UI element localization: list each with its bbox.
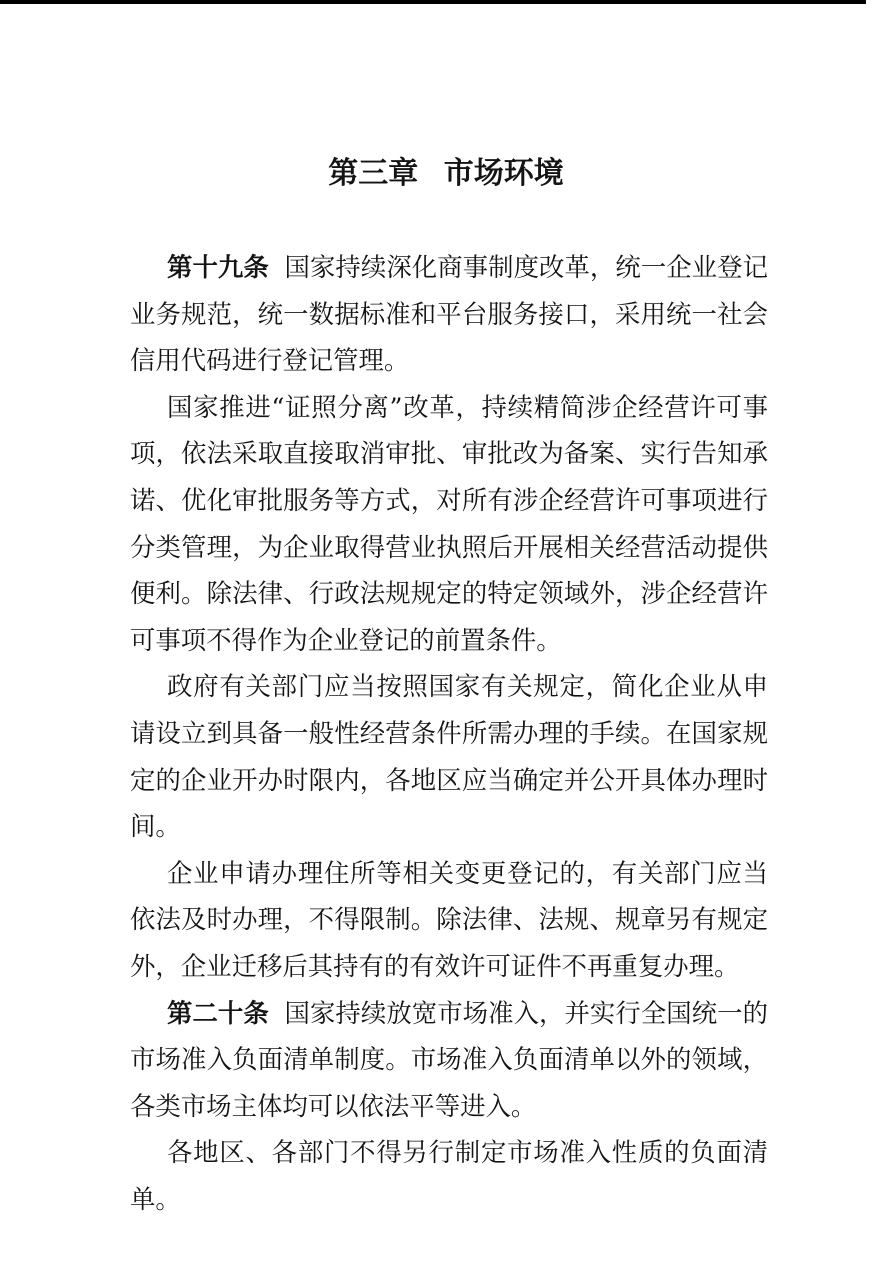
chapter-name: 市场环境	[443, 156, 564, 191]
article-paragraph	[130, 850, 768, 990]
article-paragraph	[130, 244, 768, 384]
document-body	[130, 244, 768, 1222]
paragraph-text: 国家持续深化商事制度改革，统一企业登记业务规范，统一数据标准和平台服务接口，采用统一社会信用代码进行登记管理。	[130, 252, 769, 376]
chapter-number: 第三章	[328, 156, 419, 191]
paragraph-text: 企业申请办理住所等相关变更登记的，有关部门应当依法及时办理，不得限制。除法律、法规、规章另有规定外，企业迁移后其持有的有效许可证件不再重复办理。	[130, 857, 768, 981]
article-paragraph	[130, 990, 768, 1130]
paragraph-text: 各地区、各部门不得另行制定市场准入性质的负面清单。	[130, 1137, 768, 1214]
article-number-label: 第十九条	[167, 252, 269, 282]
article-paragraph	[130, 1129, 768, 1222]
article-paragraph	[130, 384, 768, 664]
chapter-title	[0, 0, 892, 197]
page-top-border	[0, 0, 866, 4]
article-number-label: 第二十条	[167, 997, 269, 1028]
paragraph-text: 国家推进“证照分离”改革，持续精简涉企经营许可事项，依法采取直接取消审批、审批改为备案、实行告知承诺、优化审批服务等方式，对所有涉企经营许可事项进行分类管理，为企业取得营业执照后开展相关经营活动提供便利。除法律、行政法规规定的特定领域外，涉企经营许可事项不得作为企业登记的前置条件。	[130, 391, 768, 655]
article-paragraph	[130, 663, 768, 849]
paragraph-text: 政府有关部门应当按照国家有关规定，简化企业从申请设立到具备一般性经营条件所需办理的手续。在国家规定的企业开办时限内，各地区应当确定并公开具体办理时间。	[130, 671, 768, 842]
paragraph-text: 国家持续放宽市场准入，并实行全国统一的市场准入负面清单制度。市场准入负面清单以外的领域，各类市场主体均可以依法平等进入。	[130, 997, 769, 1121]
